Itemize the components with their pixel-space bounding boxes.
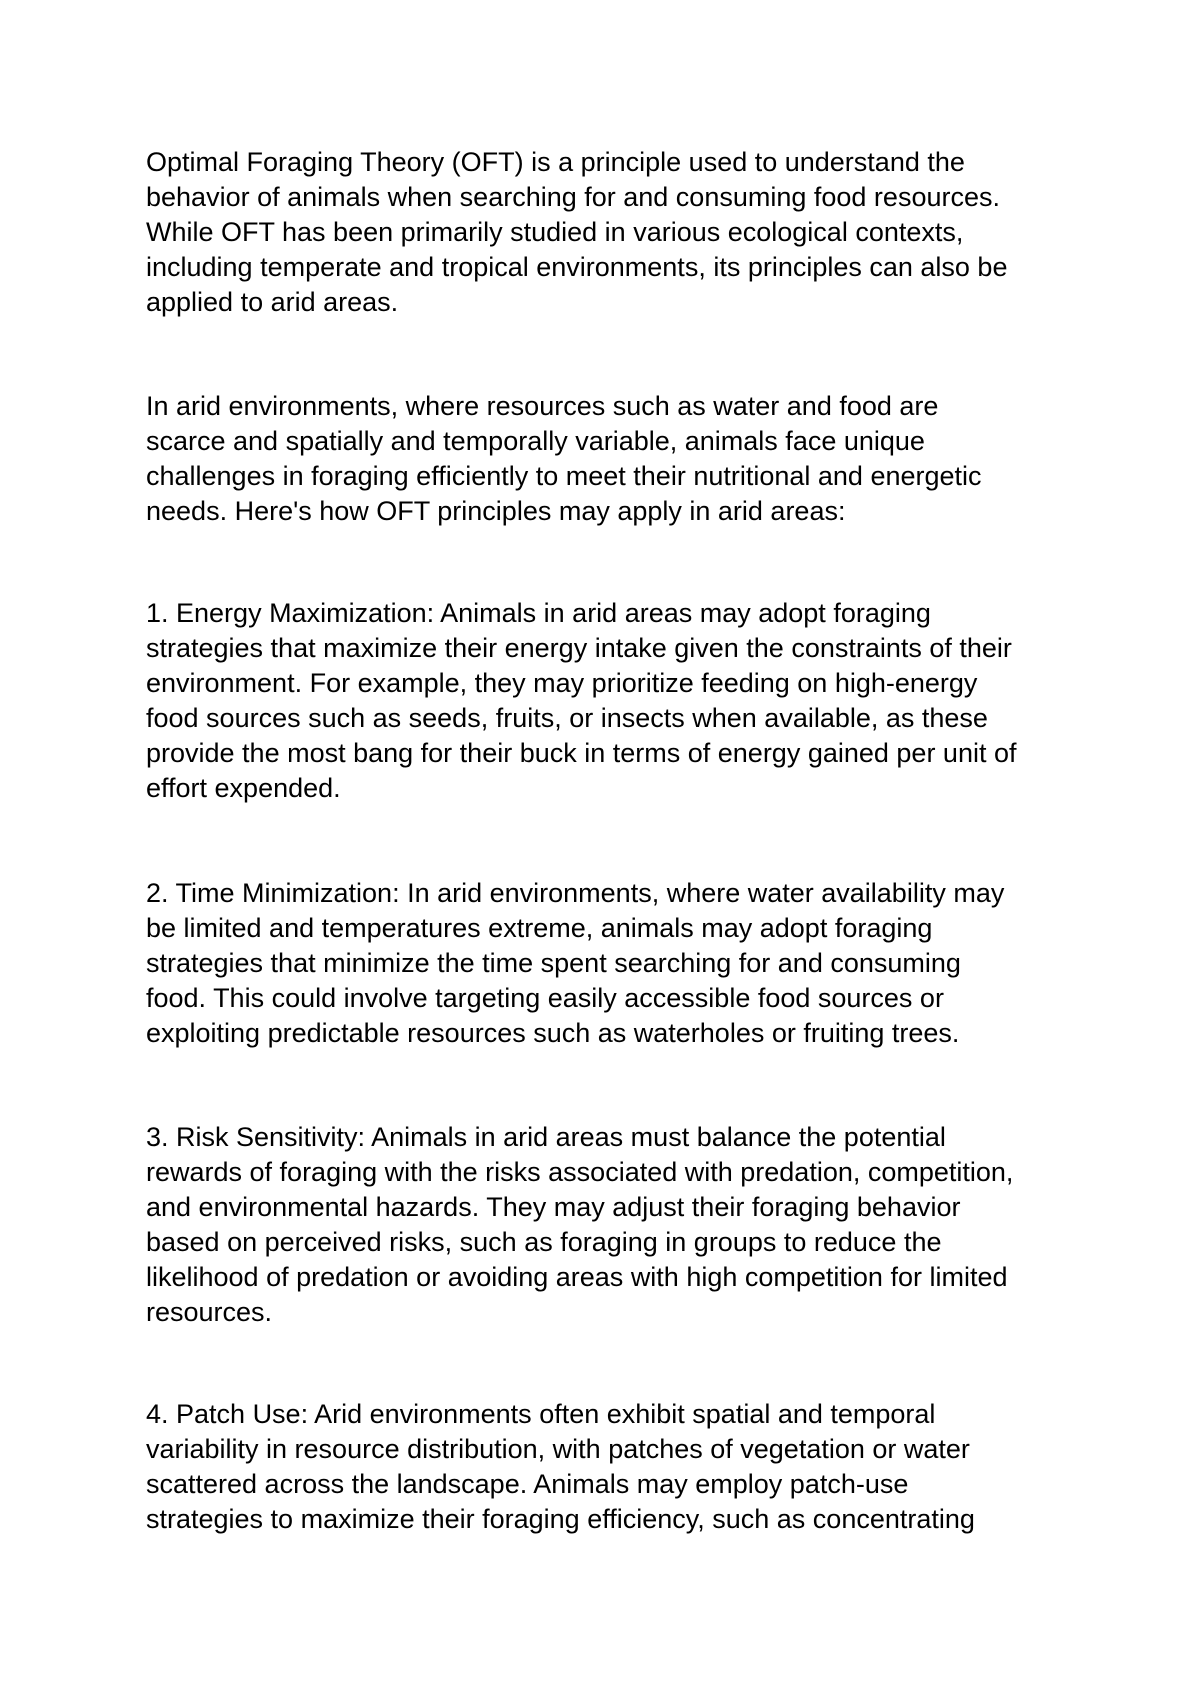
time-minimization-paragraph: 2. Time Minimization: In arid environments, where water availability may be limited and temperatures extreme, animals may adopt foraging strategies that minimize the time spent searching for and consuming food. This could involve targeting easily accessible food sources or exploiting predictable resources such as waterholes or fruiting trees.: [146, 878, 1005, 1048]
energy-maximization-paragraph: 1. Energy Maximization: Animals in arid areas may adopt foraging strategies that maximize their energy intake given the constraints of their environment. For example, they may prioritize feeding on high-energy food sources such as seeds, fruits, or insects when available, as these provide the most bang for their buck in terms of energy gained per unit of effort expended.: [146, 598, 1017, 803]
risk-sensitivity-paragraph: 3. Risk Sensitivity: Animals in arid areas must balance the potential rewards of foraging with the risks associated with predation, competition, and environmental hazards. They may adjust their foraging behavior based on perceived risks, such as foraging in groups to reduce the likelihood of predation or avoiding areas with high competition for limited resources.: [146, 1122, 1014, 1327]
intro-paragraph: Optimal Foraging Theory (OFT) is a principle used to understand the behavior of animals when searching for and consuming food resources. While OFT has been primarily studied in various ecological contexts, including temperate and tropical environments, its principles can also be applied to arid areas.: [146, 147, 1008, 317]
arid-context-paragraph: In arid environments, where resources such as water and food are scarce and spatially and temporally variable, animals face unique challenges in foraging efficiently to meet their nutritional and energetic needs. Here's how OFT principles may apply in arid areas:: [146, 391, 982, 526]
patch-use-paragraph: 4. Patch Use: Arid environments often exhibit spatial and temporal variability in resource distribution, with patches of vegetation or water scattered across the landscape. Animals may employ patch-use strategies to maximize their foraging efficiency, such as concentrating: [146, 1399, 975, 1534]
